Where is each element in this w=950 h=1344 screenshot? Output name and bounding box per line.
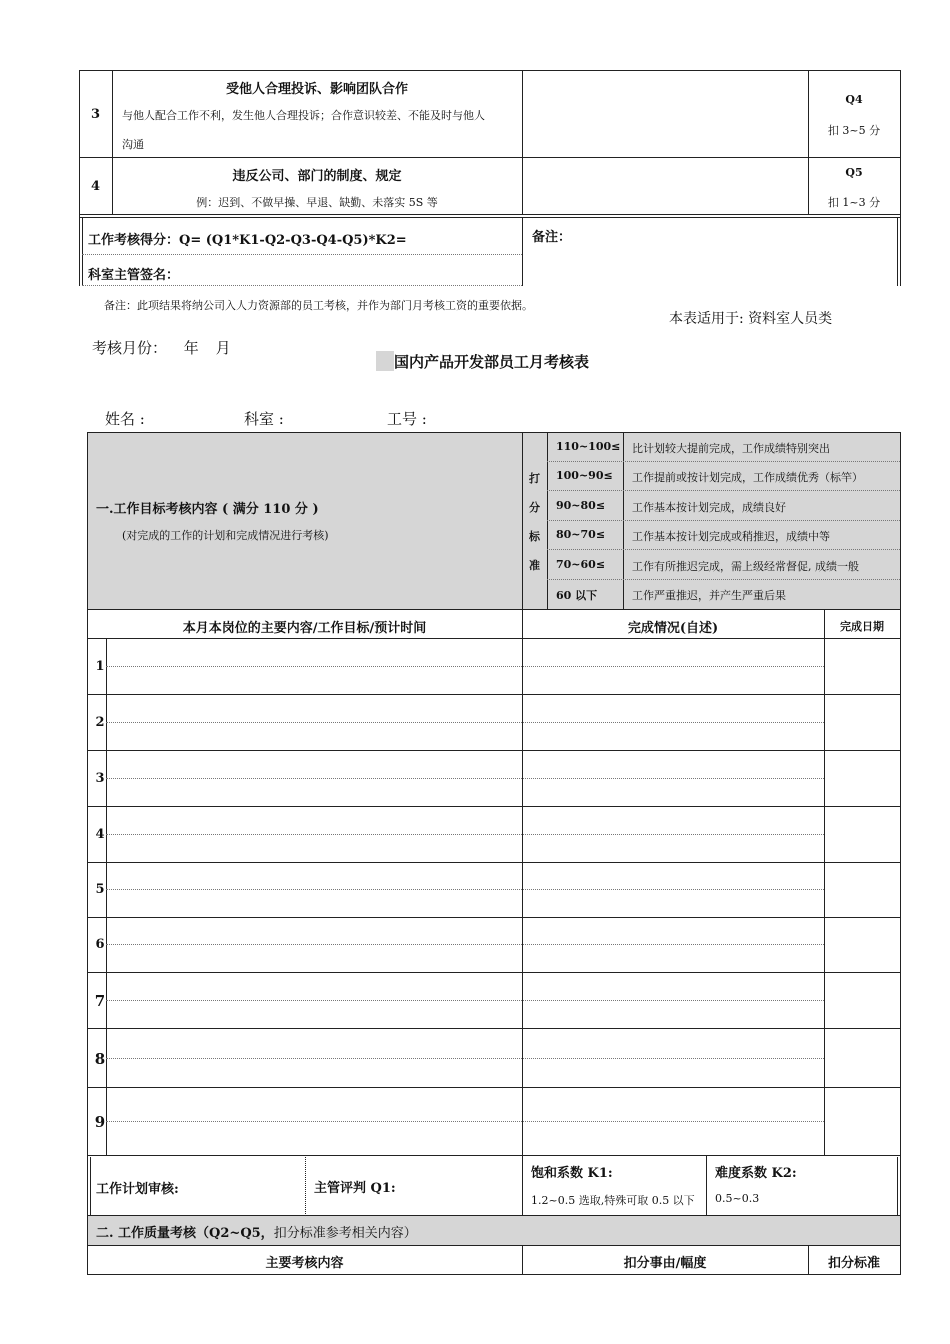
item-title: 受他人合理投诉、影响团队合作 (225, 82, 408, 97)
task-row-number: 9 (94, 1113, 106, 1131)
task-row-number: 5 (95, 882, 105, 897)
col-header-standard: 扣分标准 (827, 1256, 880, 1271)
standard-range: 80~70≤ (556, 528, 606, 541)
standard-range: 70~60≤ (556, 558, 606, 571)
standard-desc: 工作提前或按计划完成，工作成绩优秀（标竿） (632, 471, 863, 484)
standard-desc: 比计划较大提前完成，工作成绩特别突出 (632, 442, 830, 455)
deduction-range: 扣 3~5 分 (827, 124, 881, 137)
task-row-number: 6 (95, 937, 105, 952)
standard-range: 60 以下 (556, 589, 598, 602)
supervisor-sign-label: 科室主管签名： (88, 268, 180, 283)
row-number: 4 (90, 179, 101, 194)
k2-label: 难度系数 K2: (715, 1166, 797, 1181)
score-formula-label: 工作考核得分： (88, 233, 180, 248)
item-title: 违反公司、部门的制度、规定 (232, 169, 402, 184)
dept-label: 科室 : (244, 410, 284, 428)
employee-id-label: 工号 : (387, 410, 427, 428)
standard-desc: 工作基本按计划完成或稍推迟，成绩中等 (632, 530, 830, 543)
standard-range: 90~80≤ (556, 499, 606, 512)
standard-desc: 工作基本按计划完成，成绩良好 (632, 501, 786, 514)
task-row-number: 2 (95, 715, 105, 730)
row-number: 3 (90, 107, 101, 122)
exam-month (92, 337, 231, 358)
standard-label-char: 标 (529, 530, 540, 543)
standard-label-char: 分 (529, 501, 540, 514)
item-description: 与他人配合工作不利，发生他人合理投诉；合作意识较差、不能及时与他人 (122, 109, 485, 122)
k1-label: 饱和系数 K1: (531, 1166, 613, 1181)
section2-title-suffix: 扣分标准参考相关内容） (273, 1226, 417, 1241)
col-header-date: 完成日期 (840, 620, 884, 633)
col-header-reason: 扣分事由/幅度 (623, 1256, 707, 1271)
k1-note: 1.2~0.5 选取,特殊可取 0.5 以下 (531, 1194, 695, 1207)
score-formula: Q= (Q1*K1-Q2-Q3-Q4-Q5)*K2= (179, 233, 407, 248)
exam-month-label: 考核月份： (92, 339, 168, 357)
deduction-range: 扣 1~3 分 (827, 196, 881, 209)
year-label: 年 (183, 339, 199, 357)
col-header-content: 本月本岗位的主要内容/工作目标/预计时间 (182, 621, 427, 636)
plan-review-label: 工作计划审核: (96, 1182, 179, 1197)
supervisor-q1-label: 主管评判 Q1: (314, 1181, 396, 1196)
applicable-to: 本表适用于: 资料室人员类 (669, 311, 833, 327)
footnote: 备注：此项结果将纳公司入人力资源部的员工考核，并作为部门月考核工资的重要依据。 (104, 299, 533, 312)
item-description-cont: 沟通 (122, 138, 144, 151)
standard-label-char: 打 (529, 472, 540, 485)
name-label: 姓名 : (105, 410, 145, 428)
month-label: 月 (215, 339, 231, 357)
standard-desc: 工作有所推迟完成，需上级经常督促, 成绩一般 (632, 560, 859, 573)
standard-label-char: 准 (529, 559, 540, 572)
task-row-number: 1 (95, 659, 105, 674)
task-row-number: 8 (94, 1050, 106, 1068)
task-row-number: 3 (95, 771, 105, 786)
task-row-number: 7 (94, 992, 106, 1010)
section1-title: 一.工作目标考核内容 ( 满分 110 分 ) (96, 502, 319, 517)
section1-subtitle: (对完成的工作的计划和完成情况进行考核) (122, 529, 329, 542)
k2-note: 0.5~0.3 (715, 1192, 760, 1205)
standard-range: 110~100≤ (556, 440, 621, 453)
remark-label: 备注： (532, 230, 572, 245)
q-code: Q4 (845, 93, 863, 106)
section2-title: 二. 工作质量考核（Q2~Q5， (96, 1226, 274, 1241)
standard-range: 100~90≤ (556, 469, 613, 482)
form-title: 国内产品开发部员工月考核表 (394, 353, 590, 371)
task-row-number: 4 (95, 827, 105, 842)
col-header-status: 完成情况(自述) (627, 621, 719, 636)
col-header-main-content: 主要考核内容 (265, 1256, 344, 1271)
standard-desc: 工作严重推迟，并产生严重后果 (632, 589, 786, 602)
item-description: 例：迟到、不做早操、早退、缺勤、未落实 5S 等 (196, 196, 438, 209)
q-code: Q5 (845, 166, 863, 179)
